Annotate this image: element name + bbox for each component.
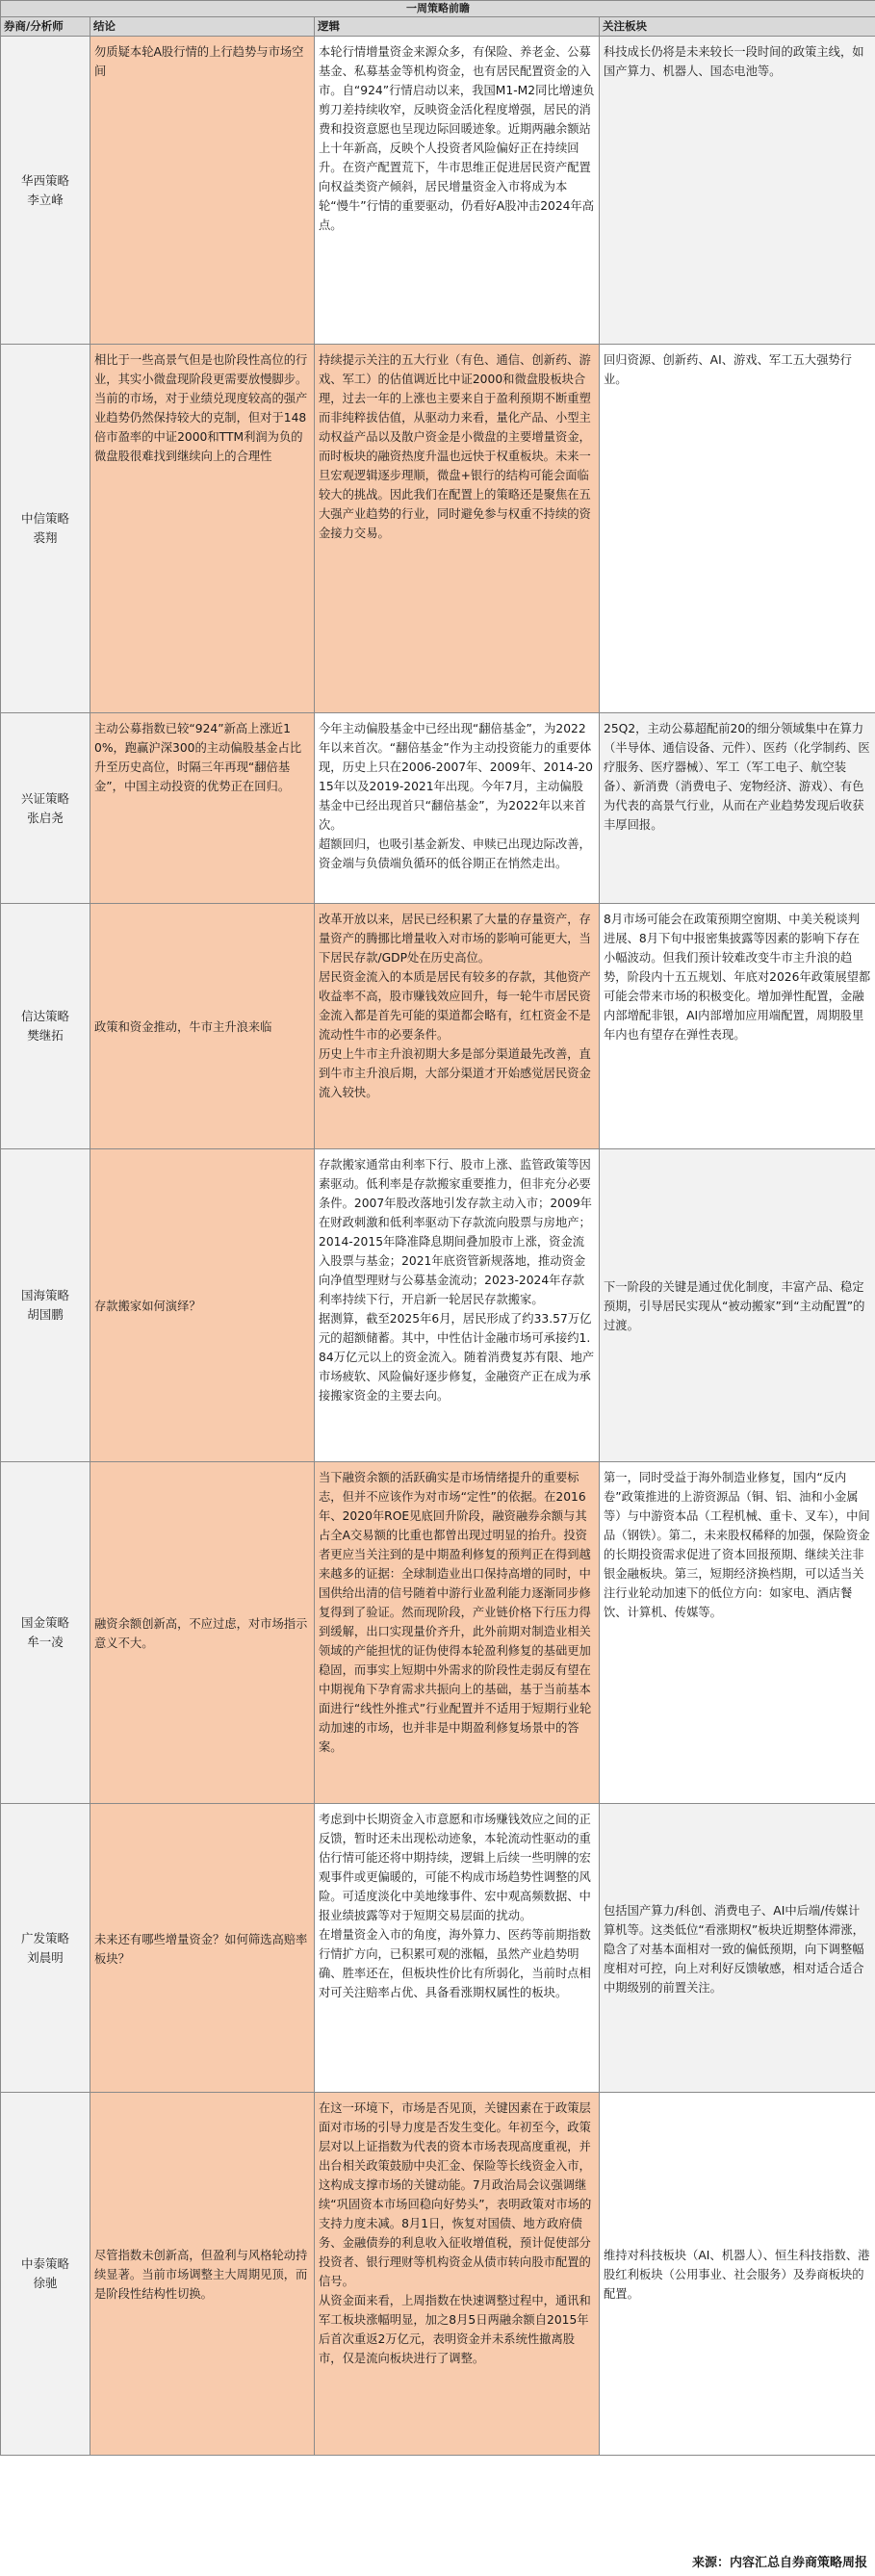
logic-paragraph: 据测算，截至2025年6月，居民形成了约33.57万亿元的超额储蓄。其中，中性估计金融市场可承接约1.84万亿元以上的资金流入。随着消费复苏有限、地产市场疲软、风险偏好逐步修复，金融资产正在成为承接搬家资金的主要去向。 bbox=[319, 1312, 595, 1403]
header-broker: 券商/分析师 bbox=[1, 17, 90, 37]
conclusion-cell: 融资余额创新高，不应过虑，对市场指示意义不大。 bbox=[90, 1462, 315, 1804]
table-row bbox=[1, 1462, 875, 1804]
logic-cell bbox=[315, 1462, 600, 1804]
table-row bbox=[1, 1804, 875, 2093]
logic-paragraph: 在这一环境下，市场是否见顶，关键因素在于政策层面对市场的引导力度是否发生变化。年初至今，政策层对以上证指数为代表的资本市场表现高度重视，并出台相关政策鼓励中央汇金、保险等长线资金入市，这构成支撑市场的关键动能。7月政治局会议强调继续“巩固资本市场回稳向好势头”，表明政策对市场的支持力度未减。8月1日，恢复对国债、地方政府债务、金融债券的利息收入征收增值税，预计促使部分投资者、银行理财等机构资金从债市转向股市配置的信号。 bbox=[319, 2101, 592, 2288]
analyst-name: 张启尧 bbox=[27, 810, 64, 825]
focus-cell: 维持对科技板块（AI、机器人）、恒生科技指数、港股红利板块（公用事业、社会服务）及券商板块的配置。 bbox=[600, 2093, 875, 2456]
table-row bbox=[1, 904, 875, 1149]
logic-paragraph: 改革开放以来，居民已经积累了大量的存量资产，存量资产的腾挪比增量收入对市场的影响可能更大，当下居民存款/GDP处在历史高位。 bbox=[319, 913, 591, 965]
logic-paragraph: 持续提示关注的五大行业（有色、通信、创新药、游戏、军工）的估值调近比中证2000和微盘股板块合理，过去一年的上涨也主要来自于盈利预期不断重塑而非纯粹拔估值，从驱动力来看，量化产品、小型主动权益产品以及散户资金是小微盘的主要增量资金，而时板块的融资热度升温也远快于权重板块。未来一旦宏观逻辑逐步理顺，微盘+银行的结构可能会面临较大的挑战。因此我们在配置上的策略还是聚焦在五大强产业趋势的行业，同时避免参与权重不持续的资金接力交易。 bbox=[319, 353, 591, 540]
logic-paragraph: 历史上牛市主升浪初期大多是部分渠道最先改善，直到牛市主升浪后期，大部分渠道才开始感觉居民资金流入较快。 bbox=[319, 1047, 591, 1099]
conclusion-cell: 相比于一些高景气但是也阶段性高位的行业，其实小微盘现阶段更需要放慢脚步。当前的市场，对于业绩兑现度较高的强产业趋势仍然保持较大的克制，但对于148倍市盈率的中证2000和TTM利润为负的微盘股很难找到继续向上的合理性 bbox=[90, 345, 315, 713]
table-row bbox=[1, 1149, 875, 1462]
broker-name: 兴证策略 bbox=[20, 790, 69, 806]
focus-cell: 第一，同时受益于海外制造业修复，国内“反内卷”政策推进的上游资源品（铜、铝、油和小金属等）与中游资本品（工程机械、重卡、叉车），中间品（钢铁）。第二，未来股权稀释的加强，保险资金的长期投资需求促进了资本回报预期、继续关注非银金融板块。第三，短期经济换档期，可以适当关注行业轮动加速下的低位方向：如家电、酒店餐饮、计算机、传媒等。 bbox=[600, 1462, 875, 1804]
logic-paragraph: 考虑到中长期资金入市意愿和市场赚钱效应之间的正反馈，暂时还未出现松动迹象，本轮流动性驱动的重估行情可能还将中期持续，逻辑上后续一些明牌的宏观事件或更偏暖的，可能不构成市场趋势性调整的风险。可适度淡化中美地缘事件、宏中观高频数据、中报业绩披露等对于短期交易层面的扰动。 bbox=[319, 1813, 591, 1922]
analyst-name: 李立峰 bbox=[27, 192, 64, 207]
conclusion-cell: 勿质疑本轮A股行情的上行趋势与市场空间 bbox=[90, 37, 315, 345]
table-header-row bbox=[1, 17, 875, 37]
analyst-name: 樊继拓 bbox=[27, 1028, 64, 1043]
broker-cell bbox=[1, 2093, 90, 2456]
broker-cell bbox=[1, 1149, 90, 1462]
source-note: 来源：内容汇总自券商策略周报 bbox=[0, 2553, 875, 2576]
broker-name: 国金策略 bbox=[20, 1615, 69, 1630]
logic-paragraph: 从资金面来看，上周指数在快速调整过程中，通讯和军工板块涨幅明显，加之8月5日两融余额自2015年后首次重返2万亿元，表明资金并未系统性撤离股市，仅是流向板块进行了调整。 bbox=[319, 2294, 591, 2365]
broker-name: 广发策略 bbox=[20, 1930, 69, 1945]
analyst-name: 裘翔 bbox=[33, 530, 58, 545]
focus-cell: 下一阶段的关键是通过优化制度，丰富产品、稳定预期，引导居民实现从“被动搬家”到“主动配置”的过渡。 bbox=[600, 1149, 875, 1462]
logic-cell bbox=[315, 37, 600, 345]
analyst-name: 徐驰 bbox=[33, 2276, 58, 2290]
logic-paragraph: 在增量资金入市的角度，海外算力、医药等前期指数行情扩方向，已积累可观的涨幅，虽然产业趋势明确、胜率还在，但板块性价比有所弱化，当前时点相对可关注赔率占优、具备看涨期权属性的板块。 bbox=[319, 1928, 591, 1999]
logic-cell bbox=[315, 904, 600, 1149]
logic-paragraph: 当下融资余额的活跃确实是市场情绪提升的重要标志，但并不应该作为对市场“定性”的依据。在2016年、2020年ROE见底回升阶段，融资融券余额与其占全A交易额的比重也都曾出现过明显的抬升。投资者更应当关注到的是中期盈利修复的预判正在得到越来越多的证据：全球制造业出口保持高增的同时，中国供给出清的信号随着中游行业盈利能力逐渐同步修复得到了验证。然而现阶段，产业链价格下行压力得到缓解，出口实现量价齐升，此外前期对制造业相关领域的产能担忧的证伪使得本轮盈利修复的基础更加稳固，而事实上短期中外需求的阶段性走弱反有望在中期视角下孕育需求共振向上的基础，基于当前基本面进行“线性外推式”行业配置并不适用于短期行业轮动加速的市场，也并非是中期盈利修复场景中的答案。 bbox=[319, 1471, 592, 1754]
focus-cell: 科技成长仍将是未来较长一段时间的政策主线，如国产算力、机器人、国态电池等。 bbox=[600, 37, 875, 345]
table-row bbox=[1, 345, 875, 713]
logic-paragraph: 存款搬家通常由利率下行、股市上涨、监管政策等因素驱动。低利率是存款搬家重要推力，但非充分必要条件。2007年股改落地引发存款主动入市；2009年在财政刺激和低利率驱动下存款流向股票与房地产；2014-2015年降准降息期间叠加股市上涨，资金流入股票与基金；2021年底资管新规落地，推动资金向净值型理财与公募基金流动；2023-2024年存款利率持续下行，开启新一轮居民存款搬家。 bbox=[319, 1158, 592, 1306]
broker-name: 中泰策略 bbox=[20, 2256, 69, 2271]
header-conclusion: 结论 bbox=[90, 17, 315, 37]
conclusion-cell: 尽管指数未创新高，但盈利与风格轮动持续显著。当前市场调整主大周期见顶，而是阶段性结构性切换。 bbox=[90, 2093, 315, 2456]
broker-cell bbox=[1, 1462, 90, 1804]
broker-cell bbox=[1, 37, 90, 345]
logic-paragraph: 超额回归，也吸引基金新发、申赎已出现边际改善，资金端与负债端负循环的低谷期正在悄然走出。 bbox=[319, 837, 591, 870]
table-row bbox=[1, 713, 875, 904]
broker-cell bbox=[1, 713, 90, 904]
table-body bbox=[1, 37, 875, 2456]
conclusion-cell: 政策和资金推动，牛市主升浪来临 bbox=[90, 904, 315, 1149]
logic-paragraph: 居民资金流入的本质是居民有较多的存款，其他资产收益率不高，股市赚钱效应回升，每一轮牛市居民资金流入都是首先可能的渠道都会略有，红杠资金不是流动性牛市的必要条件。 bbox=[319, 970, 591, 1042]
conclusion-cell: 存款搬家如何演绎？ bbox=[90, 1149, 315, 1462]
logic-cell bbox=[315, 2093, 600, 2456]
logic-paragraph: 今年主动偏股基金中已经出现“翻倍基金”，为2022年以来首次。“翻倍基金”作为主动投资能力的重要体现，历史上只在2006-2007年、2009年、2014-2015年以及2019-2021年出现。今年7月，主动偏股基金中已经出现首只“翻倍基金”，为2022年以来首次。 bbox=[319, 722, 593, 832]
focus-cell: 25Q2，主动公募超配前20的细分领域集中在算力（半导体、通信设备、元件）、医药（化学制药、医疗服务、医疗器械）、军工（军工电子、航空装备）、新消费（消费电子、宠物经济、游戏）、有色为代表的高景气行业，从而在产业趋势发现后收获丰厚回报。 bbox=[600, 713, 875, 904]
logic-cell bbox=[315, 1149, 600, 1462]
broker-cell bbox=[1, 345, 90, 713]
broker-name: 中信策略 bbox=[20, 511, 69, 526]
header-logic: 逻辑 bbox=[315, 17, 600, 37]
focus-cell: 包括国产算力/科创、消费电子、AI中后端/传媒计算机等。这类低位“看涨期权”板块近期整体滞涨，隐含了对基本面相对一致的偏低预期，向下调整幅度相对可控，向上对利好反馈敏感，相对适合适合中期级别的前置关注。 bbox=[600, 1804, 875, 2093]
analyst-name: 刘晨明 bbox=[27, 1949, 64, 1965]
logic-cell bbox=[315, 713, 600, 904]
broker-name: 国海策略 bbox=[20, 1288, 69, 1302]
header-focus: 关注板块 bbox=[600, 17, 875, 37]
table-row bbox=[1, 2093, 875, 2456]
focus-cell: 8月市场可能会在政策预期空窗期、中美关税谈判进展、8月下旬中报密集披露等因素的影响下存在小幅波动。但我们预计较难改变牛市主升浪的趋势，阶段内十五五规划、年底对2026年政策展望都可能会带来市场的积极变化。增加弹性配置，金融内部增配非银，AI内部增加应用端配置，周期股里年内也有望存在弹性表现。 bbox=[600, 904, 875, 1149]
conclusion-cell: 未来还有哪些增量资金？如何筛选高赔率板块？ bbox=[90, 1804, 315, 2093]
table-row bbox=[1, 37, 875, 345]
logic-cell bbox=[315, 345, 600, 713]
analyst-name: 牟一凌 bbox=[27, 1635, 64, 1649]
broker-cell bbox=[1, 1804, 90, 2093]
broker-name: 华西策略 bbox=[20, 172, 69, 188]
table-title: 一周策略前瞻 bbox=[1, 1, 875, 17]
logic-paragraph: 本轮行情增量资金来源众多，有保险、养老金、公募基金、私募基金等机构资金，也有居民配置资金的入市。自“924”行情启动以来，我国M1-M2同比增速负剪刀差持续收窄，反映资金活化程度增强，居民的消费和投资意愿也呈现边际回暖迹象。近期两融余额站上十年新高，反映个人投资者风险偏好正在持续回升。在资产配置荒下，牛市思维正促进居民资产配置向权益类资产倾斜，居民增量资金入市将成为本轮“慢牛”行情的重要驱动，仍看好A股冲击2024年高点。 bbox=[319, 45, 595, 232]
broker-name: 信达策略 bbox=[20, 1009, 69, 1023]
table-title-row bbox=[1, 1, 875, 17]
logic-cell bbox=[315, 1804, 600, 2093]
focus-cell: 回归资源、创新药、AI、游戏、军工五大强势行业。 bbox=[600, 345, 875, 713]
analyst-name: 胡国鹏 bbox=[27, 1307, 64, 1322]
broker-cell bbox=[1, 904, 90, 1149]
conclusion-cell: 主动公募指数已较“924”新高上涨近10%，跑赢沪深300的主动偏股基金占比升至历史高位，时隔三年再现“翻倍基金”，中国主动投资的优势正在回归。 bbox=[90, 713, 315, 904]
